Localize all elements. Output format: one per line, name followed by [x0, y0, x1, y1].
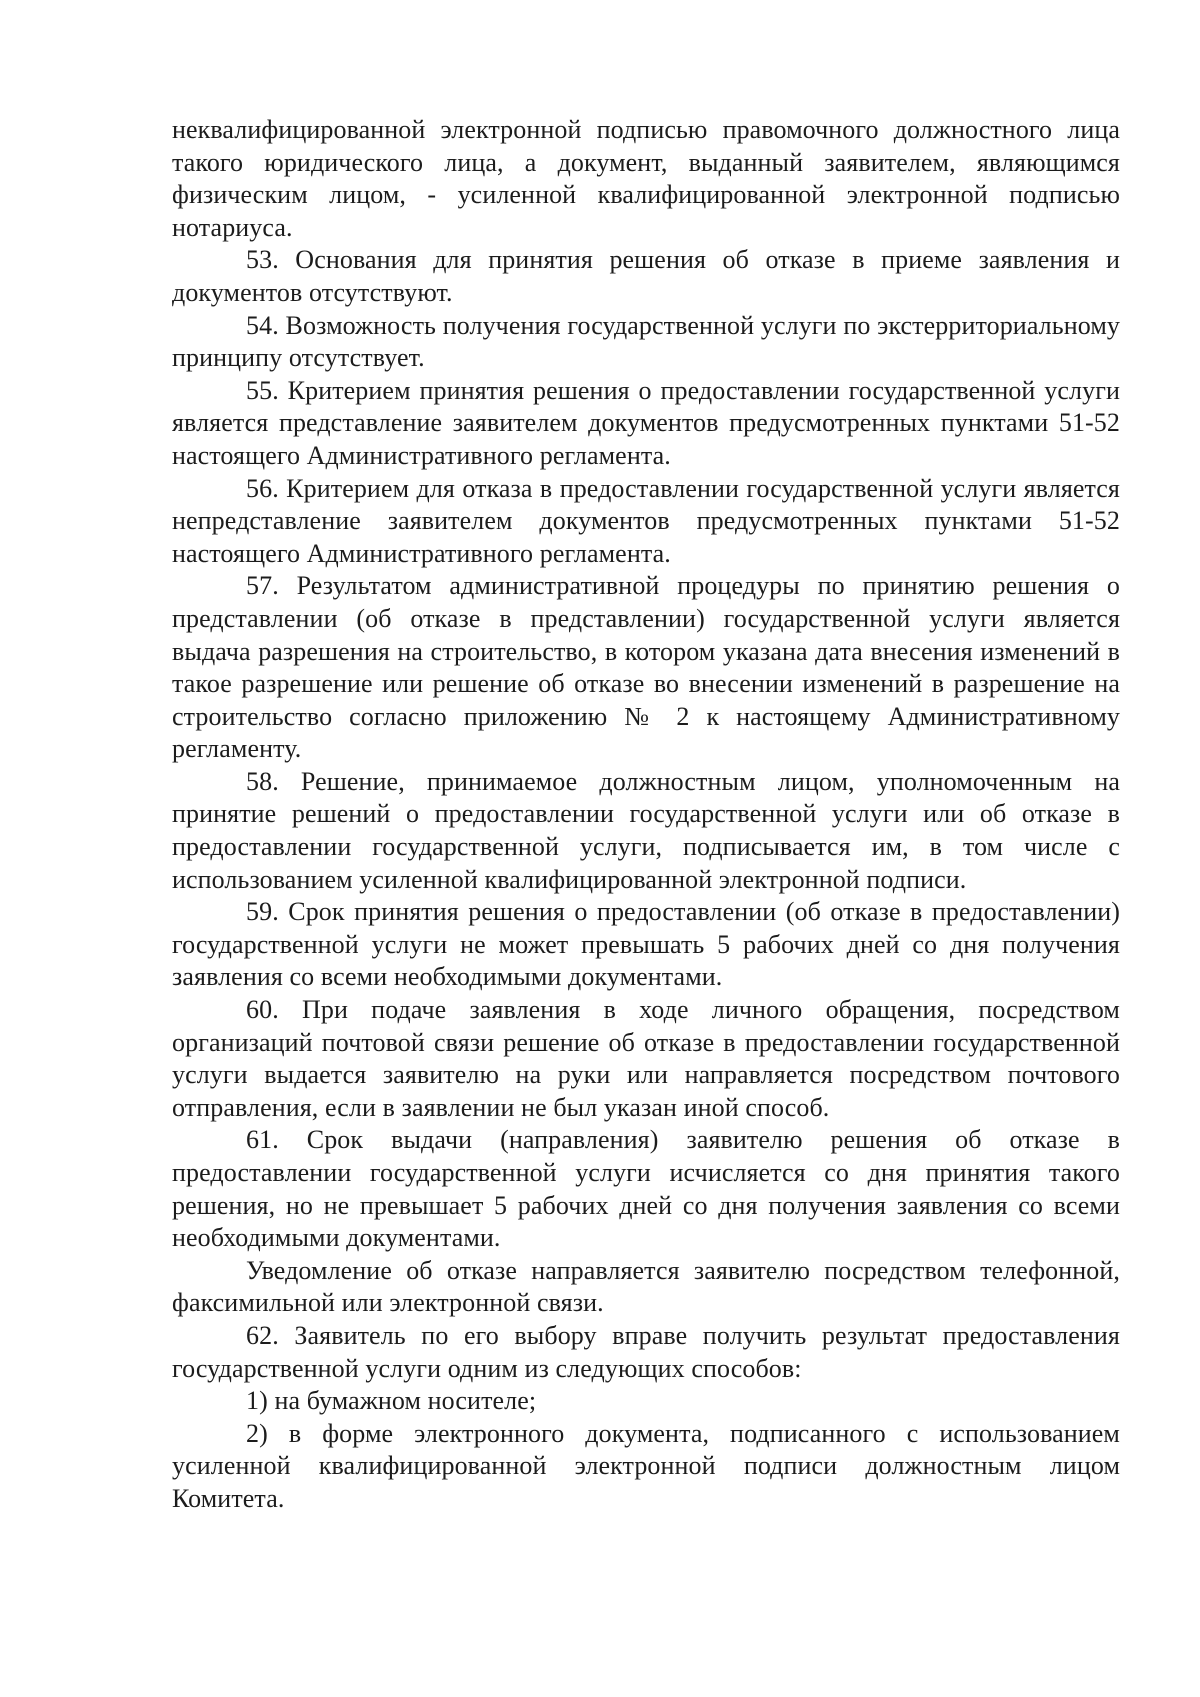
paragraph-57: 57. Результатом административной процедуры по принятию решения о представлении (об отказе в представлении) государственной услуги является выдача разрешения на строительство, в котором указана дата внесения изменений в такое разрешение или решение об отказе во внесении изменений в разрешение на строительство согласно приложению № 2 к настоящему Административному регламенту.: [172, 571, 1120, 764]
paragraph-notification: Уведомление об отказе направляется заявителю посредством телефонной, факсимильной или электронной связи.: [172, 1255, 1120, 1318]
paragraph-62: 62. Заявитель по его выбору вправе получить результат предоставления государственной услуги одним из следующих способов:: [172, 1320, 1120, 1383]
paragraph-54: 54. Возможность получения государственной услуги по экстерриториальному принципу отсутствует.: [172, 310, 1120, 373]
list-item-electronic: 2) в форме электронного документа, подписанного с использованием усиленной квалифицированной электронной подписи должностным лицом Комитета.: [172, 1418, 1120, 1513]
paragraph-58: 58. Решение, принимаемое должностным лицом, уполномоченным на принятие решений о предоставлении государственной услуги или об отказе в предоставлении государственной услуги, подписывается им, в том числе с использованием усиленной квалифицированной электронной подписи.: [172, 766, 1120, 894]
paragraph-59: 59. Срок принятия решения о предоставлении (об отказе в предоставлении) государственной услуги не может превышать 5 рабочих дней со дня получения заявления со всеми необходимыми документами.: [172, 897, 1120, 992]
paragraph-60: 60. При подаче заявления в ходе личного обращения, посредством организаций почтовой связи решение об отказе в предоставлении государственной услуги выдается заявителю на руки или направляется посредством почтового отправления, если в заявлении не был указан иной способ.: [172, 995, 1120, 1122]
list-item-paper: 1) на бумажном носителе;: [246, 1386, 537, 1416]
paragraph-56: 56. Критерием для отказа в предоставлении государственной услуги является непредставление заявителем документов предусмотренных пунктами 51-52 настоящего Административного регламента.: [172, 473, 1120, 568]
paragraph-continuation: неквалифицированной электронной подписью правомочного должностного лица такого юридического лица, а документ, выданный заявителем, являющимся физическим лицом, - усиленной квалифицированной электронной подписью нотариуса.: [172, 115, 1120, 242]
paragraph-61: 61. Срок выдачи (направления) заявителю решения об отказе в предоставлении государственной услуги исчисляется со дня принятия такого решения, но не превышает 5 рабочих дней со дня получения заявления со всеми необходимыми документами.: [172, 1125, 1120, 1253]
document-body: [172, 114, 1120, 1516]
paragraph-53: 53. Основания для принятия решения об отказе в приеме заявления и документов отсутствуют.: [172, 245, 1120, 307]
paragraph-55: 55. Критерием принятия решения о предоставлении государственной услуги является представление заявителем документов предусмотренных пунктами 51-52 настоящего Административного регламента.: [172, 375, 1120, 470]
